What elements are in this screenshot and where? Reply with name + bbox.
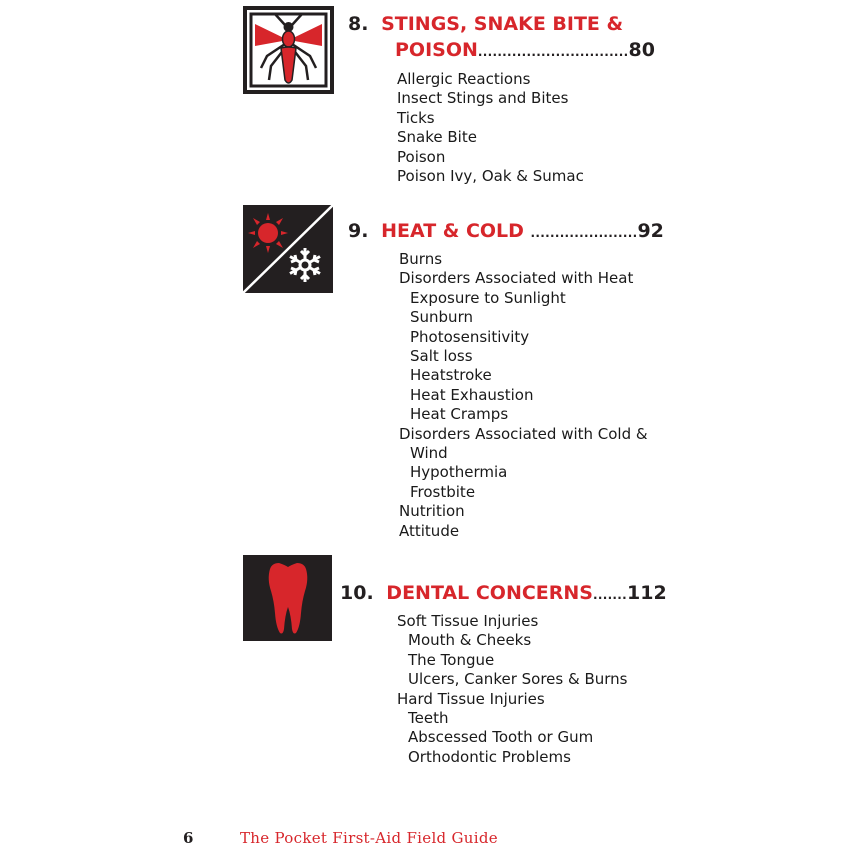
section-number: 10. (340, 582, 374, 604)
list-item: Poison (397, 147, 446, 166)
section-title: DENTAL CONCERNS (386, 582, 593, 604)
section-number: 9. (348, 220, 369, 242)
list-item: Ulcers, Canker Sores & Burns (408, 670, 628, 689)
page-reference: 80 (628, 39, 655, 61)
list-item: Soft Tissue Injuries (397, 612, 539, 630)
topic-list (397, 612, 627, 767)
list-item: Insect Stings and Bites (397, 89, 569, 108)
leader-dots: ............................... (477, 45, 629, 59)
section-heading-continued (395, 39, 655, 64)
list-item: Frostbite (410, 482, 476, 501)
list-item: Hypothermia (410, 463, 508, 482)
list-item: Burns (399, 250, 443, 268)
section-heading (348, 220, 664, 245)
page-number: 6 (183, 829, 194, 847)
list-item: Photosensitivity (410, 327, 530, 346)
list-item: Allergic Reactions (397, 70, 531, 88)
topic-list (399, 250, 648, 541)
list-item: Hard Tissue Injuries (397, 689, 545, 708)
list-item: Sunburn (410, 308, 473, 327)
list-item: Mouth & Cheeks (408, 631, 532, 650)
insect-icon (243, 6, 334, 94)
list-item: Salt loss (410, 347, 473, 366)
list-item: Abscessed Tooth or Gum (408, 728, 594, 747)
list-item: Disorders Associated with Heat (399, 269, 634, 288)
list-item: Teeth (408, 709, 449, 728)
page-reference: 92 (637, 220, 664, 242)
leader-dots: ....... (593, 588, 628, 602)
list-item: Snake Bite (397, 128, 477, 147)
list-item: Ticks (397, 108, 435, 127)
list-item: Heat Cramps (410, 405, 509, 424)
page-reference: 112 (627, 582, 667, 604)
list-item: The Tongue (408, 650, 495, 669)
list-item: Orthodontic Problems (408, 747, 571, 766)
list-item: Nutrition (399, 502, 465, 521)
book-title: The Pocket First-Aid Field Guide (240, 829, 498, 847)
section-title: HEAT & COLD (381, 220, 524, 242)
section-title-continued: POISON (395, 39, 478, 61)
section-title: STINGS, SNAKE BITE & (381, 13, 624, 35)
sun-snowflake-icon (243, 205, 333, 293)
topic-list (397, 70, 584, 186)
tooth-icon (243, 555, 332, 641)
list-item: Exposure to Sunlight (410, 288, 566, 307)
list-item: Wind (410, 444, 448, 463)
section-number: 8. (348, 13, 369, 35)
section-heading (340, 582, 667, 607)
section-heading (348, 13, 623, 36)
leader-dots: ...................... (530, 226, 638, 240)
list-item: Heat Exhaustion (410, 385, 534, 404)
list-item: Heatstroke (410, 366, 492, 385)
list-item: Poison Ivy, Oak & Sumac (397, 167, 584, 186)
list-item: Disorders Associated with Cold & (399, 424, 648, 443)
list-item: Attitude (399, 521, 460, 540)
